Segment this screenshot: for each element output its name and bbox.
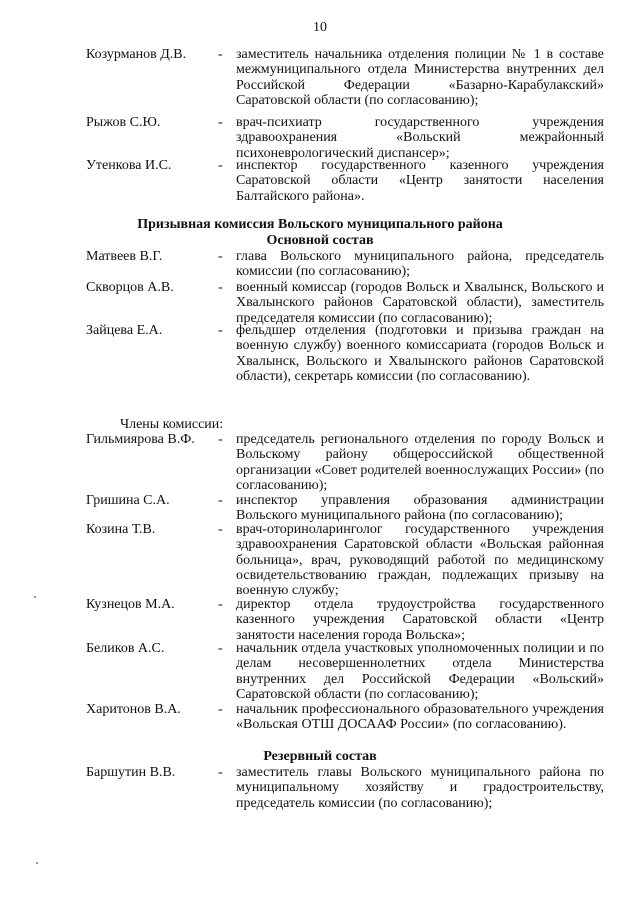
person-role: директор отдела трудоустройства государственного казенного учреждения Саратовской области «Центр занятости населения города Вольска»; bbox=[236, 597, 604, 643]
person-name: Харитонов В.А. bbox=[86, 702, 181, 717]
person-role: инспектор государственного казенного учреждения Саратовской области «Центр занятости населения Балтайского района». bbox=[236, 158, 604, 204]
person-name: Козина Т.В. bbox=[86, 522, 156, 537]
person-role: заместитель начальника отделения полиции № 1 в составе межмуниципального отдела Министерства внутренних дел Российской Федерации «Базарно-Карабулакский» Саратовской области (по согласованию); bbox=[236, 47, 604, 108]
dash: - bbox=[218, 765, 223, 780]
dash: - bbox=[218, 323, 223, 338]
dash: - bbox=[218, 493, 223, 508]
person-role: глава Вольского муниципального района, председатель комиссии (по согласованию); bbox=[236, 249, 604, 280]
person-name: Беликов А.С. bbox=[86, 641, 165, 656]
members-label: Члены комиссии: bbox=[120, 417, 224, 432]
person-name: Гришина С.А. bbox=[86, 493, 170, 508]
person-name: Баршутин В.В. bbox=[86, 765, 176, 780]
person-name: Рыжов С.Ю. bbox=[86, 115, 161, 130]
dash: - bbox=[218, 641, 223, 656]
dash: - bbox=[218, 702, 223, 717]
reserve-composition-title: Резервный состав bbox=[263, 749, 377, 764]
main-composition-title: Основной состав bbox=[266, 233, 374, 248]
dash: - bbox=[218, 280, 223, 295]
person-role: инспектор управления образования администрации Вольского муниципального района (по согласованию); bbox=[236, 493, 604, 524]
person-role: начальник профессионального образовательного учреждения «Вольская ОТШ ДОСААФ России» (по согласованию). bbox=[236, 702, 604, 733]
scan-speck bbox=[36, 862, 38, 864]
person-name: Скворцов А.В. bbox=[86, 280, 174, 295]
person-name: Зайцева Е.А. bbox=[86, 323, 163, 338]
person-role: фельдшер отделения (подготовки и призыва граждан на военную службу) военного комиссариата (городов Вольск и Хвалынск, Вольского и Хвалынского районов Саратовской области), секретарь комиссии (по согласованию). bbox=[236, 323, 604, 384]
person-name: Матвеев В.Г. bbox=[86, 249, 163, 264]
person-role: заместитель главы Вольского муниципального района по муниципальному хозяйству и градостроительству, председатель комиссии (по согласованию); bbox=[236, 765, 604, 811]
person-role: врач-оториноларинголог государственного учреждения здравоохранения Саратовской области «Вольская районная больница», врач, руководящий работой по медицинскому освидетельствованию граждан, подлежащих призыву на военную службу; bbox=[236, 522, 604, 599]
person-role: начальник отдела участковых уполномоченных полиции и по делам несовершеннолетних отдела Министерства внутренних дел Российской Федерации «Вольский» Саратовской области (по согласованию); bbox=[236, 641, 604, 702]
dash: - bbox=[218, 249, 223, 264]
person-name: Гильмиярова В.Ф. bbox=[86, 432, 195, 447]
page-number: 10 bbox=[313, 20, 327, 35]
dash: - bbox=[218, 158, 223, 173]
dash: - bbox=[218, 432, 223, 447]
person-name: Кузнецов М.А. bbox=[86, 597, 175, 612]
dash: - bbox=[218, 522, 223, 537]
dash: - bbox=[218, 115, 223, 130]
commission-title: Призывная комиссия Вольского муниципального района bbox=[137, 217, 503, 232]
person-role: военный комиссар (городов Вольск и Хвалынск, Вольского и Хвалынского районов Саратовской области), заместитель председателя комиссии (по согласованию); bbox=[236, 280, 604, 326]
person-name: Утенкова И.С. bbox=[86, 158, 172, 173]
person-role: председатель регионального отделения по городу Вольск и Вольскому району общероссийской общественной организации «Совет родителей военнослужащих России» (по согласованию); bbox=[236, 432, 604, 493]
person-name: Козурманов Д.В. bbox=[86, 47, 187, 62]
person-role: врач-психиатр государственного учреждения здравоохранения «Вольский межрайонный психоневрологический диспансер»; bbox=[236, 115, 604, 161]
dash: - bbox=[218, 47, 223, 62]
dash: - bbox=[218, 597, 223, 612]
scan-speck bbox=[34, 596, 36, 598]
